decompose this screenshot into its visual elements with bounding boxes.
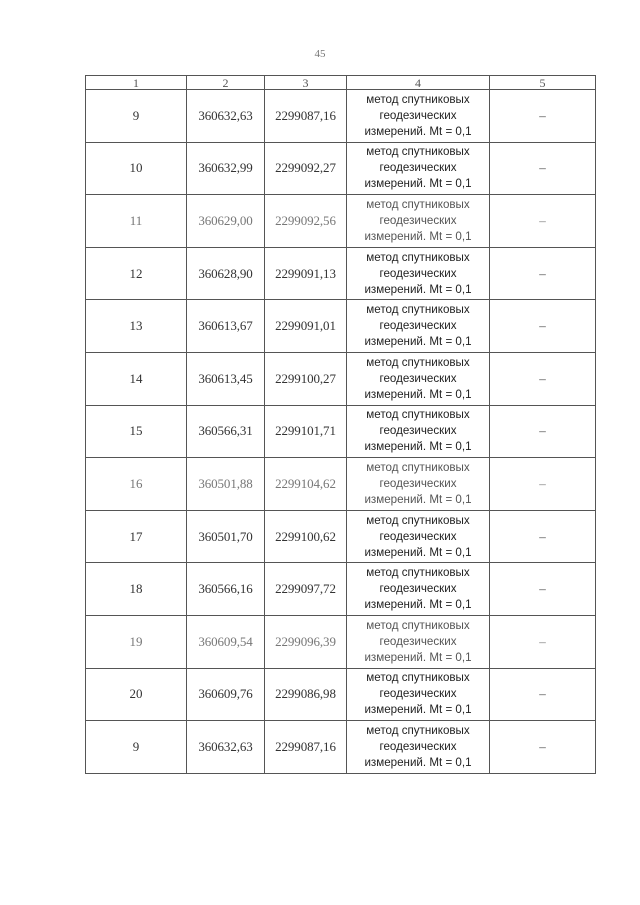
point-number-cell	[86, 90, 187, 143]
note-dash-cell	[490, 458, 596, 511]
point-number: 15	[129, 423, 143, 439]
method-cell	[347, 352, 490, 405]
coordinate-y: 2299091,13	[275, 265, 336, 281]
coordinate-y: 2299087,16	[275, 107, 336, 123]
table-row	[86, 247, 596, 300]
method-line: геодезических	[379, 424, 457, 438]
method-cell	[347, 405, 490, 458]
coordinate-x: 360613,67	[198, 318, 253, 334]
table-row	[86, 563, 596, 616]
table-row	[86, 352, 596, 405]
method-description	[347, 197, 489, 245]
method-cell	[347, 721, 490, 774]
coordinate-x: 360613,45	[198, 370, 253, 386]
method-line: метод спутниковых	[366, 671, 470, 685]
method-line: геодезических	[379, 739, 457, 753]
coordinate-x: 360632,63	[198, 738, 253, 754]
point-number-cell	[86, 458, 187, 511]
point-number-cell	[86, 247, 187, 300]
note-dash-cell	[490, 195, 596, 248]
method-description	[347, 250, 489, 298]
method-line: метод спутниковых	[366, 355, 470, 369]
note-dash: –	[539, 265, 546, 281]
method-line: метод спутниковых	[366, 513, 470, 527]
table-row	[86, 90, 596, 143]
method-cell	[347, 90, 490, 143]
method-line: метод спутниковых	[366, 197, 470, 211]
note-dash-cell	[490, 90, 596, 143]
table-row	[86, 195, 596, 248]
header-col-4: 4	[347, 76, 490, 90]
coordinate-x-cell	[187, 510, 265, 563]
note-dash-cell	[490, 247, 596, 300]
method-description	[347, 302, 489, 350]
point-number: 19	[129, 633, 143, 649]
method-description	[347, 355, 489, 403]
method-line: геодезических	[379, 371, 457, 385]
method-line: измерений. Mt = 0,1	[364, 387, 472, 401]
table-body	[86, 90, 596, 774]
coordinate-y: 2299101,71	[275, 423, 336, 439]
point-number-cell	[86, 510, 187, 563]
coordinate-y-cell	[265, 352, 347, 405]
coordinate-x-cell	[187, 352, 265, 405]
method-line: измерений. Mt = 0,1	[364, 229, 472, 243]
note-dash: –	[539, 160, 546, 176]
point-number-cell	[86, 615, 187, 668]
point-number: 9	[132, 738, 140, 754]
point-number: 12	[129, 265, 143, 281]
method-line: измерений. Mt = 0,1	[364, 650, 472, 664]
method-line: геодезических	[379, 634, 457, 648]
note-dash: –	[539, 581, 546, 597]
coordinate-x: 360566,16	[198, 581, 253, 597]
header-col-1: 1	[86, 76, 187, 90]
point-number: 10	[129, 160, 143, 176]
note-dash: –	[539, 633, 546, 649]
coordinate-x-cell	[187, 247, 265, 300]
coordinate-y: 2299100,27	[275, 370, 336, 386]
method-cell	[347, 563, 490, 616]
point-number: 13	[129, 318, 143, 334]
point-number: 11	[129, 212, 143, 228]
point-number: 14	[129, 370, 143, 386]
coordinate-y-cell	[265, 721, 347, 774]
coordinate-x-cell	[187, 615, 265, 668]
method-line: измерений. Mt = 0,1	[364, 492, 472, 506]
table-row	[86, 300, 596, 353]
note-dash-cell	[490, 142, 596, 195]
coordinate-x: 360632,99	[198, 160, 253, 176]
method-description	[347, 723, 489, 771]
method-cell	[347, 510, 490, 563]
coordinate-y-cell	[265, 405, 347, 458]
table-row	[86, 458, 596, 511]
method-line: измерений. Mt = 0,1	[364, 598, 472, 612]
coordinate-y-cell	[265, 668, 347, 721]
method-line: геодезических	[379, 161, 457, 175]
coordinate-x-cell	[187, 142, 265, 195]
coordinates-table	[85, 75, 596, 774]
method-description	[347, 618, 489, 666]
point-number-cell	[86, 668, 187, 721]
point-number-cell	[86, 405, 187, 458]
method-cell	[347, 247, 490, 300]
note-dash-cell	[490, 668, 596, 721]
method-line: метод спутниковых	[366, 618, 470, 632]
method-line: геодезических	[379, 213, 457, 227]
method-description	[347, 565, 489, 613]
point-number: 9	[132, 107, 140, 123]
method-line: измерений. Mt = 0,1	[364, 124, 472, 138]
method-line: геодезических	[379, 319, 457, 333]
coordinate-y-cell	[265, 615, 347, 668]
method-line: метод спутниковых	[366, 408, 470, 422]
note-dash-cell	[490, 405, 596, 458]
note-dash: –	[539, 738, 546, 754]
coordinate-y-cell	[265, 90, 347, 143]
method-line: метод спутниковых	[366, 566, 470, 580]
method-description	[347, 144, 489, 192]
point-number-cell	[86, 352, 187, 405]
header-col-2: 2	[187, 76, 265, 90]
page-number: 45	[314, 48, 326, 60]
point-number-cell	[86, 300, 187, 353]
coordinate-y-cell	[265, 195, 347, 248]
note-dash: –	[539, 212, 546, 228]
method-line: геодезических	[379, 687, 457, 701]
method-cell	[347, 668, 490, 721]
coordinate-y: 2299104,62	[275, 475, 336, 491]
note-dash-cell	[490, 615, 596, 668]
note-dash-cell	[490, 510, 596, 563]
method-description	[347, 407, 489, 455]
table-row	[86, 510, 596, 563]
table-row	[86, 142, 596, 195]
coordinate-x: 360566,31	[198, 423, 253, 439]
note-dash-cell	[490, 721, 596, 774]
point-number: 18	[129, 581, 143, 597]
point-number: 20	[129, 686, 143, 702]
coordinate-x: 360628,90	[198, 265, 253, 281]
table-row	[86, 405, 596, 458]
coordinate-x: 360629,00	[198, 212, 253, 228]
table-row	[86, 668, 596, 721]
note-dash-cell	[490, 300, 596, 353]
coordinate-x: 360609,54	[198, 633, 253, 649]
coordinate-y-cell	[265, 458, 347, 511]
point-number-cell	[86, 195, 187, 248]
method-line: измерений. Mt = 0,1	[364, 282, 472, 296]
method-description	[347, 92, 489, 140]
coordinate-x-cell	[187, 90, 265, 143]
coordinate-x: 360501,88	[198, 475, 253, 491]
method-line: измерений. Mt = 0,1	[364, 177, 472, 191]
header-col-3: 3	[265, 76, 347, 90]
coordinate-x-cell	[187, 300, 265, 353]
coordinate-y-cell	[265, 563, 347, 616]
coordinate-x: 360501,70	[198, 528, 253, 544]
method-cell	[347, 615, 490, 668]
method-line: измерений. Mt = 0,1	[364, 335, 472, 349]
coordinate-y: 2299091,01	[275, 318, 336, 334]
point-number: 17	[129, 528, 143, 544]
method-description	[347, 670, 489, 718]
coordinate-y: 2299087,16	[275, 738, 336, 754]
method-line: метод спутниковых	[366, 303, 470, 317]
method-line: геодезических	[379, 582, 457, 596]
note-dash: –	[539, 423, 546, 439]
coordinate-x-cell	[187, 721, 265, 774]
note-dash: –	[539, 528, 546, 544]
method-line: геодезических	[379, 476, 457, 490]
note-dash-cell	[490, 563, 596, 616]
coordinate-x-cell	[187, 668, 265, 721]
table-row	[86, 615, 596, 668]
header-col-5: 5	[490, 76, 596, 90]
method-cell	[347, 458, 490, 511]
coordinate-y-cell	[265, 247, 347, 300]
note-dash-cell	[490, 352, 596, 405]
method-line: метод спутниковых	[366, 92, 470, 106]
coordinate-x-cell	[187, 405, 265, 458]
method-cell	[347, 300, 490, 353]
note-dash: –	[539, 475, 546, 491]
method-line: метод спутниковых	[366, 145, 470, 159]
coordinate-x: 360632,63	[198, 107, 253, 123]
coordinate-y: 2299100,62	[275, 528, 336, 544]
point-number-cell	[86, 142, 187, 195]
method-cell	[347, 142, 490, 195]
coordinate-y: 2299092,56	[275, 212, 336, 228]
point-number-cell	[86, 563, 187, 616]
table-header-row	[86, 76, 596, 90]
point-number-cell	[86, 721, 187, 774]
note-dash: –	[539, 686, 546, 702]
method-description	[347, 513, 489, 561]
coordinate-y: 2299086,98	[275, 686, 336, 702]
method-line: измерений. Mt = 0,1	[364, 703, 472, 717]
method-description	[347, 460, 489, 508]
method-line: измерений. Mt = 0,1	[364, 440, 472, 454]
method-line: метод спутниковых	[366, 460, 470, 474]
method-line: измерений. Mt = 0,1	[364, 755, 472, 769]
note-dash: –	[539, 318, 546, 334]
method-line: геодезических	[379, 108, 457, 122]
coordinate-y: 2299092,27	[275, 160, 336, 176]
method-line: измерений. Mt = 0,1	[364, 545, 472, 559]
coordinate-y-cell	[265, 142, 347, 195]
coordinate-x-cell	[187, 458, 265, 511]
coordinate-x: 360609,76	[198, 686, 253, 702]
point-number: 16	[129, 475, 143, 491]
method-line: геодезических	[379, 529, 457, 543]
method-line: метод спутниковых	[366, 250, 470, 264]
coordinate-y: 2299096,39	[275, 633, 336, 649]
method-line: метод спутниковых	[366, 723, 470, 737]
method-cell	[347, 195, 490, 248]
coordinate-y-cell	[265, 510, 347, 563]
note-dash: –	[539, 107, 546, 123]
coordinate-x-cell	[187, 563, 265, 616]
coordinate-y: 2299097,72	[275, 581, 336, 597]
coordinate-y-cell	[265, 300, 347, 353]
method-line: геодезических	[379, 266, 457, 280]
note-dash: –	[539, 370, 546, 386]
coordinate-x-cell	[187, 195, 265, 248]
table-row	[86, 721, 596, 774]
